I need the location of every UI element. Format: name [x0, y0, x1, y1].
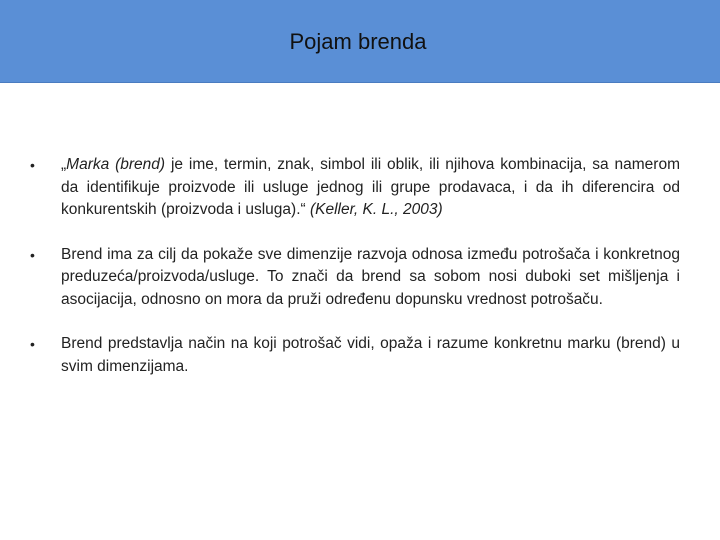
bullet-text: je ime, termin, znak, simbol ili oblik, ili njihova kombinacija, sa namerom da identifikuje proizvode ili usluge jednog ili grupe prodavaca, i da ih diferencira od konkurentskih (proizvoda i usluga).“ — [61, 156, 680, 218]
citation: (Keller, K. L., 2003) — [309, 201, 443, 218]
term-italic: Marka (brend) — [66, 156, 166, 173]
page-title: Pojam brenda — [289, 29, 427, 54]
bullet-dot: • — [30, 246, 35, 263]
bullet-list — [28, 154, 680, 400]
quote-open: „ — [61, 156, 67, 173]
bullet-dot: • — [30, 336, 35, 352]
bullet-item-perception — [28, 333, 680, 378]
bullet-text: Brend predstavlja način na koji potrošač vidi, opaža i razume konkretnu marku (brend) u svim dimenzijama. — [61, 335, 680, 375]
bullet-dot: • — [30, 157, 35, 173]
bullet-item-goal — [28, 244, 680, 312]
title-bar — [0, 0, 720, 83]
bullet-item-definition — [28, 154, 680, 222]
bullet-text: Brend ima za cilj da pokaže sve dimenzije razvoja odnosa između potrošača i konkretnog preduzeća/proizvoda/usluge. To znači da brend sa sobom nosi duboki set mišljenja i asocijacija, odnosno on mora da pruži određenu dopunsku vrednost potrošaču. — [61, 245, 680, 308]
